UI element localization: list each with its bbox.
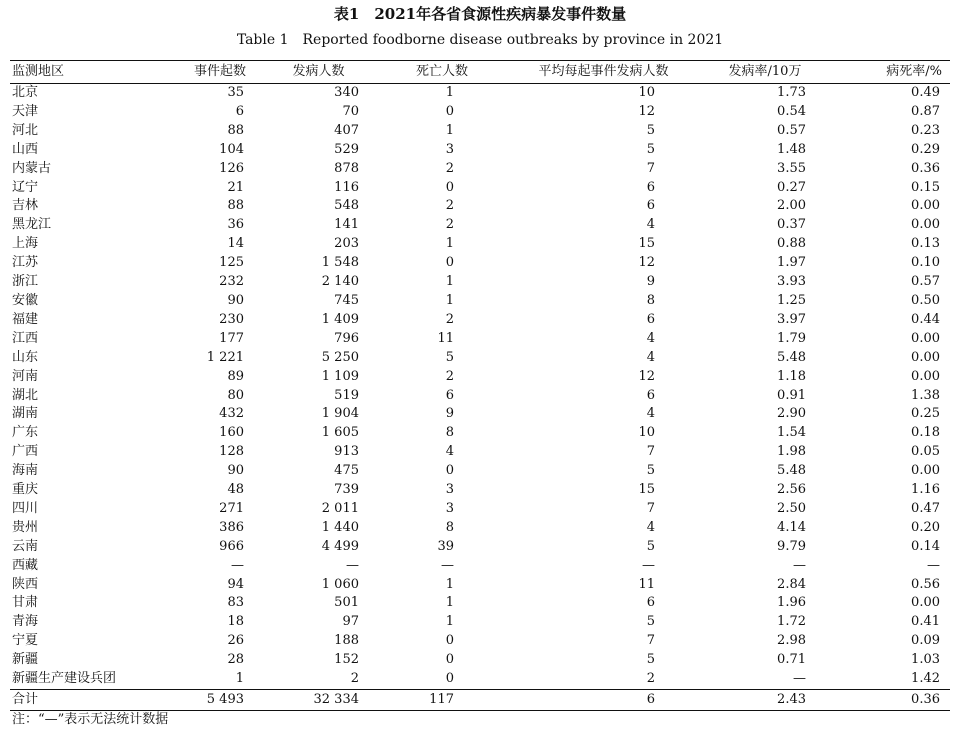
table-cell: 9.79 [777, 538, 806, 554]
column-header: 发病人数 [250, 61, 387, 84]
table-cell: 2 [445, 198, 454, 214]
table-cell: 甘肃 [12, 595, 39, 611]
table-cell: 5 [646, 463, 655, 479]
table-cell: 1.79 [777, 330, 806, 346]
table-cell: 0.05 [911, 444, 940, 460]
table-cell: 0.25 [911, 406, 940, 422]
table-row [10, 216, 950, 235]
table-cell: 0 [445, 671, 454, 687]
table-cell: 0.57 [777, 122, 806, 138]
table-cell: 4.14 [777, 519, 806, 535]
table-row [10, 84, 950, 103]
column-header: 死亡人数 [387, 61, 497, 84]
table-cell: 2.84 [777, 576, 806, 592]
table-cell: 6 [646, 179, 655, 195]
table-cell: 2.43 [710, 690, 820, 711]
table-cell: 2.90 [777, 406, 806, 422]
table-cell: 5 [646, 652, 655, 668]
table-cell: 0.00 [911, 349, 940, 365]
table-cell: 1 [445, 576, 454, 592]
table-row [10, 387, 950, 406]
table-cell: 安徽 [12, 292, 39, 308]
table-body [10, 84, 950, 690]
table-cell: 0.00 [911, 595, 940, 611]
table-row [10, 424, 950, 443]
table-cell: 0.49 [911, 85, 940, 100]
table-cell: 1 109 [321, 368, 359, 384]
table-cell: 2.50 [777, 500, 806, 516]
table-row [10, 670, 950, 689]
table-cell: 0.00 [911, 217, 940, 233]
table-row [10, 405, 950, 424]
table-row [10, 160, 950, 179]
table-cell: 4 [646, 217, 655, 233]
table-cell: 0.91 [777, 387, 806, 403]
table-cell: 878 [334, 160, 359, 176]
table-cell: 海南 [12, 463, 39, 479]
table-cell: 0.36 [820, 690, 950, 711]
table-cell: 125 [219, 255, 244, 271]
table-cell: 河南 [12, 368, 39, 384]
column-header: 事件起数 [160, 61, 250, 84]
table-cell: 5.48 [777, 463, 806, 479]
table-row [10, 179, 950, 198]
table-cell: 0.14 [911, 538, 940, 554]
table-cell: 116 [334, 179, 359, 195]
table-cell: 15 [638, 236, 655, 252]
table-cell: 11 [437, 330, 454, 346]
table-cell: 0.20 [911, 519, 940, 535]
table-cell: 0 [445, 652, 454, 668]
table-cell: 15 [638, 482, 655, 498]
table-cell: 江苏 [12, 255, 39, 271]
table-cell: 新疆生产建设兵团 [12, 671, 117, 687]
table-cell: 2 [445, 311, 454, 327]
table-cell: 0 [445, 463, 454, 479]
table-cell: 3.55 [777, 160, 806, 176]
table-cell: 2 [350, 671, 359, 687]
table-cell: — [231, 557, 244, 573]
table-row [10, 632, 950, 651]
table-cell: 141 [334, 217, 359, 233]
header-row [10, 61, 950, 84]
table-cell: 1.48 [777, 141, 806, 157]
table-cell: 北京 [12, 85, 39, 100]
table-cell: 4 [646, 349, 655, 365]
table-row [10, 349, 950, 368]
table-cell: 辽宁 [12, 179, 39, 195]
table-cell: 88 [227, 198, 244, 214]
table-cell: 1 221 [206, 349, 244, 365]
table-footnote: 注：“—”表示无法统计数据 [12, 712, 169, 727]
table-title-english: Table 1 Reported foodborne disease outbreaks by province in 2021 [236, 32, 724, 48]
table-row [10, 500, 950, 519]
table-row [10, 576, 950, 595]
table-cell: 12 [638, 255, 655, 271]
table-cell: 1 [445, 122, 454, 138]
table-cell: 230 [219, 311, 244, 327]
table-cell: 0.23 [911, 122, 940, 138]
table-cell: 1.96 [777, 595, 806, 611]
table-cell: 0.09 [911, 633, 940, 649]
table-cell: 18 [227, 614, 244, 630]
table-cell: 6 [646, 311, 655, 327]
table-cell: 重庆 [12, 482, 39, 498]
table-cell: 0.00 [911, 368, 940, 384]
table-cell: 0.37 [777, 217, 806, 233]
table-cell: 内蒙古 [12, 160, 52, 176]
table-cell: 1.73 [777, 85, 806, 100]
table-cell: 1 440 [321, 519, 359, 535]
table-cell: 山东 [12, 349, 39, 365]
table-cell: 36 [227, 217, 244, 233]
table-cell: 0.15 [911, 179, 940, 195]
table-cell: 0.87 [911, 103, 940, 119]
table-cell: 5 [646, 122, 655, 138]
table-cell: 广东 [12, 425, 39, 441]
table-cell: 1 [445, 85, 454, 100]
table-cell: 386 [219, 519, 244, 535]
table-cell: 203 [334, 236, 359, 252]
table-cell: 126 [219, 160, 244, 176]
table-row [10, 594, 950, 613]
table-cell: 山西 [12, 141, 39, 157]
table-cell: 32 334 [250, 690, 387, 711]
table-cell: 9 [646, 274, 655, 290]
table-cell: — [346, 557, 359, 573]
table-cell: 3.97 [777, 311, 806, 327]
table-row [10, 538, 950, 557]
table-cell: 云南 [12, 538, 39, 554]
column-header: 发病率/10万 [710, 61, 820, 84]
table-cell: — [793, 671, 806, 687]
table-cell: 湖北 [12, 387, 39, 403]
table-cell: 6 [646, 595, 655, 611]
table-cell: 8 [445, 519, 454, 535]
table-cell: 0.13 [911, 236, 940, 252]
total-row [10, 690, 950, 711]
table-cell: 12 [638, 103, 655, 119]
table-cell: 2 [445, 368, 454, 384]
table-cell: 501 [334, 595, 359, 611]
table-cell: 1.38 [911, 387, 940, 403]
table-cell: 2 [646, 671, 655, 687]
table-cell: 0.36 [911, 160, 940, 176]
table-cell: 4 [646, 519, 655, 535]
table-row [10, 481, 950, 500]
table-row [10, 141, 950, 160]
table-cell: 3 [445, 141, 454, 157]
table-cell: 0.00 [911, 330, 940, 346]
table-cell: 548 [334, 198, 359, 214]
table-cell: 0 [445, 103, 454, 119]
table-cell: 5 [646, 614, 655, 630]
table-cell: 432 [219, 406, 244, 422]
table-cell: 0 [445, 179, 454, 195]
table-row [10, 519, 950, 538]
table-cell: 28 [227, 652, 244, 668]
table-row [10, 557, 950, 576]
table-row [10, 254, 950, 273]
table-cell: 1 [445, 595, 454, 611]
table-cell: 0.18 [911, 425, 940, 441]
table-cell: 0.88 [777, 236, 806, 252]
table-cell: 0.71 [777, 652, 806, 668]
table-cell: 湖南 [12, 406, 39, 422]
table-row [10, 235, 950, 254]
table-cell: 1.03 [911, 652, 940, 668]
table-row [10, 613, 950, 632]
table-cell: 1.42 [911, 671, 940, 687]
table-cell: 0.29 [911, 141, 940, 157]
table-cell: — [927, 557, 940, 573]
table-cell: 1 [445, 292, 454, 308]
table-row [10, 368, 950, 387]
table-cell: 39 [437, 538, 454, 554]
table-cell: 90 [227, 463, 244, 479]
table-cell: 21 [227, 179, 244, 195]
table-cell: 745 [334, 292, 359, 308]
table-cell: 11 [638, 576, 655, 592]
table-cell: 0.00 [911, 463, 940, 479]
table-cell: 2.56 [777, 482, 806, 498]
table-cell: 5 [646, 538, 655, 554]
table-row [10, 462, 950, 481]
table-cell: 152 [334, 652, 359, 668]
table-cell: 739 [334, 482, 359, 498]
table-cell: 10 [638, 425, 655, 441]
table-cell: 1.25 [777, 292, 806, 308]
table-row [10, 292, 950, 311]
table-cell: 6 [235, 103, 244, 119]
table-cell: 340 [334, 85, 359, 100]
table-cell: 0.10 [911, 255, 940, 271]
table-cell: 4 [646, 330, 655, 346]
table-cell: 407 [334, 122, 359, 138]
table-cell: 70 [342, 103, 359, 119]
table-cell: 2 [445, 217, 454, 233]
table-cell: 贵州 [12, 519, 39, 535]
table-cell: 128 [219, 444, 244, 460]
table-cell: 6 [646, 387, 655, 403]
table-cell: 7 [646, 444, 655, 460]
table-cell: 12 [638, 368, 655, 384]
table-cell: 河北 [12, 122, 39, 138]
table-cell: 5 250 [321, 349, 359, 365]
table-cell: — [642, 557, 655, 573]
table-cell: — [441, 557, 454, 573]
table-cell: 0.57 [911, 274, 940, 290]
table-cell: 80 [227, 387, 244, 403]
table-cell: 浙江 [12, 274, 39, 290]
table-cell: 3 [445, 500, 454, 516]
table-cell: 1 904 [321, 406, 359, 422]
table-cell: 97 [342, 614, 359, 630]
table-cell: 0.54 [777, 103, 806, 119]
table-cell: 177 [219, 330, 244, 346]
table-cell: 0.27 [777, 179, 806, 195]
table-cell: 796 [334, 330, 359, 346]
table-cell: 104 [219, 141, 244, 157]
column-header: 监测地区 [10, 61, 160, 84]
table-cell: 0.50 [911, 292, 940, 308]
table-cell: 0 [445, 255, 454, 271]
table-cell: 福建 [12, 311, 39, 327]
table-cell: 1 [235, 671, 244, 687]
table-cell: 6 [646, 198, 655, 214]
table-cell: 0.47 [911, 500, 940, 516]
table-cell: 90 [227, 292, 244, 308]
table-cell: 青海 [12, 614, 39, 630]
table-cell: 519 [334, 387, 359, 403]
table-cell: 江西 [12, 330, 39, 346]
column-header: 平均每起事件发病人数 [497, 61, 710, 84]
table-title-chinese: 表1 2021年各省食源性疾病暴发事件数量 [333, 5, 627, 23]
table-cell: 1.16 [911, 482, 940, 498]
table-cell: 广西 [12, 444, 39, 460]
table-cell: 913 [334, 444, 359, 460]
table-cell: 3 [445, 482, 454, 498]
table-cell: 2 [445, 160, 454, 176]
table-cell: 6 [445, 387, 454, 403]
table-row [10, 443, 950, 462]
table-cell: 黑龙江 [12, 217, 52, 233]
table-cell: 1.98 [777, 444, 806, 460]
table-cell: 2.00 [777, 198, 806, 214]
table-cell: 1 605 [321, 425, 359, 441]
table-cell: 8 [445, 425, 454, 441]
table-cell: 5 [445, 349, 454, 365]
table-cell: 529 [334, 141, 359, 157]
table-row [10, 197, 950, 216]
table-cell: 0.44 [911, 311, 940, 327]
table-cell: 1 [445, 274, 454, 290]
table-cell: 1.97 [777, 255, 806, 271]
table-cell: 1 [445, 614, 454, 630]
table-row [10, 330, 950, 349]
column-header: 病死率/% [820, 61, 950, 84]
table-cell: 陕西 [12, 576, 39, 592]
table-cell: 9 [445, 406, 454, 422]
table-row [10, 651, 950, 670]
table-cell: 4 [646, 406, 655, 422]
table-cell: 8 [646, 292, 655, 308]
table-cell: 0.00 [911, 198, 940, 214]
table-cell: 26 [227, 633, 244, 649]
table-cell: 1 060 [321, 576, 359, 592]
table-row [10, 311, 950, 330]
table-cell: 天津 [12, 103, 39, 119]
table-cell: 232 [219, 274, 244, 290]
table-cell: 1.18 [777, 368, 806, 384]
table-cell: 35 [227, 85, 244, 100]
table-cell: 2.98 [777, 633, 806, 649]
table-cell: 0.56 [911, 576, 940, 592]
table-row [10, 103, 950, 122]
table-cell: — [793, 557, 806, 573]
table-cell: 5 493 [160, 690, 250, 711]
table-cell: 14 [227, 236, 244, 252]
table-cell: 7 [646, 633, 655, 649]
table-cell: 西藏 [12, 557, 39, 573]
outbreak-table [10, 60, 950, 711]
table-cell: 4 499 [321, 538, 359, 554]
table-cell: 966 [219, 538, 244, 554]
table-cell: 1.54 [777, 425, 806, 441]
table-cell: 1 548 [321, 255, 359, 271]
table-cell: 48 [227, 482, 244, 498]
table-cell: 1.72 [777, 614, 806, 630]
table-cell: 合计 [10, 690, 160, 711]
table-row [10, 273, 950, 292]
table-cell: 83 [227, 595, 244, 611]
table-cell: 4 [445, 444, 454, 460]
table-cell: 117 [387, 690, 497, 711]
table-cell: 89 [227, 368, 244, 384]
table-cell: 1 [445, 236, 454, 252]
table-cell: 7 [646, 160, 655, 176]
table-cell: 10 [638, 85, 655, 100]
table-cell: 0 [445, 633, 454, 649]
table-cell: 四川 [12, 500, 39, 516]
table-cell: 5 [646, 141, 655, 157]
table-cell: 宁夏 [12, 633, 39, 649]
table-cell: 新疆 [12, 652, 39, 668]
table-row [10, 122, 950, 141]
table-cell: 475 [334, 463, 359, 479]
table-cell: 5.48 [777, 349, 806, 365]
table-cell: 2 140 [321, 274, 359, 290]
table-cell: 上海 [12, 236, 39, 252]
table-cell: 6 [497, 690, 710, 711]
table-cell: 0.41 [911, 614, 940, 630]
table-cell: 2 011 [321, 500, 359, 516]
table-cell: 88 [227, 122, 244, 138]
table-cell: 7 [646, 500, 655, 516]
table-cell: 271 [219, 500, 244, 516]
table-cell: 94 [227, 576, 244, 592]
table-cell: 1 409 [321, 311, 359, 327]
table-cell: 160 [219, 425, 244, 441]
table-cell: 3.93 [777, 274, 806, 290]
table-cell: 吉林 [12, 198, 39, 214]
table-cell: 188 [334, 633, 359, 649]
